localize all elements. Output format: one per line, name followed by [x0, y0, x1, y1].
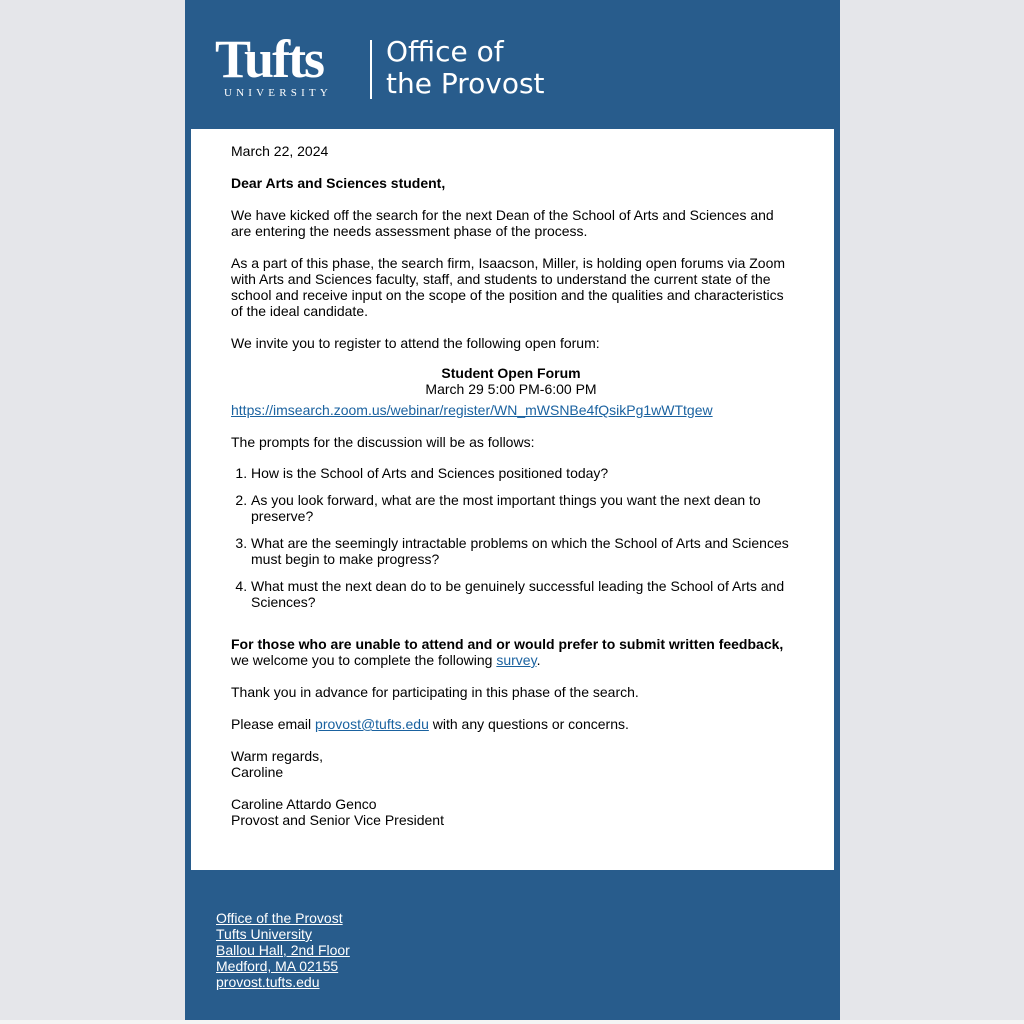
forum-registration-link[interactable]: https://imsearch.zoom.us/webinar/register/WN_mWSNBe4fQsikPg1wWTtgew	[231, 402, 713, 418]
email-pre-text: Please email	[231, 716, 316, 732]
forum-title: Student Open Forum	[441, 365, 581, 381]
signature-name: Caroline Attardo Genco	[231, 796, 377, 812]
list-item: 1. How is the School of Arts and Sciences positioned today?	[251, 465, 791, 481]
paragraph-feedback	[231, 636, 791, 668]
office-title-line2: the Provost	[386, 67, 545, 100]
letter-date: March 22, 2024	[231, 143, 329, 159]
footer-link-website[interactable]: provost.tufts.edu	[216, 974, 320, 990]
footer-link-city[interactable]: Medford, MA 02155	[216, 958, 339, 974]
signature-title: Provost and Senior Vice President	[231, 812, 444, 828]
footer-link-office[interactable]: Office of the Provost	[216, 910, 343, 926]
prompts-intro: The prompts for the discussion will be as follows:	[231, 434, 535, 450]
closing-name: Caroline	[231, 764, 284, 780]
office-title-line1: Office of	[386, 35, 504, 68]
email-post-text: with any questions or concerns.	[428, 716, 629, 732]
bottom-strip	[0, 1020, 1024, 1024]
paragraph-invite: We invite you to register to attend the following open forum:	[231, 335, 600, 351]
footer-link-address[interactable]: Ballou Hall, 2nd Floor	[216, 942, 350, 958]
list-item: 4. What must the next dean do to be genuinely successful leading the School of Arts and Sciences?	[251, 578, 791, 610]
letter-greeting: Dear Arts and Sciences student,	[231, 175, 446, 191]
feedback-end: .	[536, 652, 541, 668]
logo-divider	[370, 40, 372, 99]
paragraph-thanks: Thank you in advance for participating in this phase of the search.	[231, 684, 639, 700]
closing: Warm regards,	[231, 748, 324, 764]
list-item: 2. As you look forward, what are the most important things you want the next dean to preserve?	[251, 492, 791, 524]
email-footer	[216, 910, 616, 990]
letter-body	[231, 143, 791, 828]
prompts-list	[231, 465, 791, 610]
letter-card	[191, 129, 834, 870]
feedback-bold-text: For those who are unable to attend and or would prefer to submit written feedback,	[231, 636, 784, 652]
survey-link[interactable]: survey	[496, 652, 537, 668]
office-title	[386, 36, 545, 100]
email-header	[185, 0, 840, 129]
paragraph-forums: As a part of this phase, the search firm, Isaacson, Miller, is holding open forums via Zoom with Arts and Sciences faculty, staff, and students to understand the current state of the school and receive input on the scope of the position and the qualities and characteristics of the ideal candidate.	[231, 255, 786, 319]
tufts-logo: Tufts	[215, 29, 324, 89]
provost-email-link[interactable]: provost@tufts.edu	[315, 716, 429, 732]
forum-time: March 29 5:00 PM-6:00 PM	[425, 381, 597, 397]
paragraph-intro: We have kicked off the search for the next Dean of the School of Arts and Sciences and are entering the needs assessment phase of the process.	[231, 207, 774, 239]
footer-link-university[interactable]: Tufts University	[216, 926, 312, 942]
email-frame	[185, 0, 840, 1020]
list-item: 3. What are the seemingly intractable problems on which the School of Arts and Sciences must begin to make progress?	[251, 535, 791, 567]
feedback-text: we welcome you to complete the following	[231, 652, 497, 668]
paragraph-email	[231, 716, 791, 732]
tufts-logo-subtitle: UNIVERSITY	[224, 87, 332, 99]
